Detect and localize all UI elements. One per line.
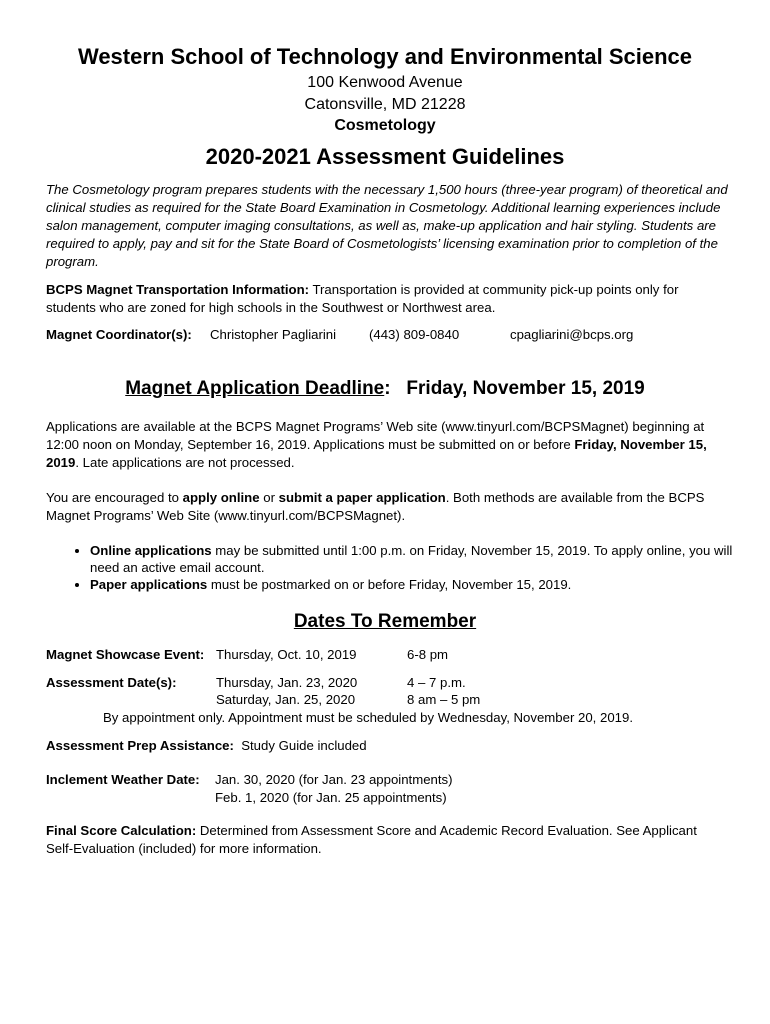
school-title: Western School of Technology and Environmental Science: [77, 44, 693, 69]
assessment-date-1: Thursday, Jan. 23, 2020: [216, 675, 358, 690]
transportation-info: [46, 281, 730, 317]
applications-paragraph: [46, 418, 730, 472]
final-score-text: Determined from Assessment Score and Academic Record Evaluation. See Applicant Self-Evaluation (included) for more information.: [46, 823, 697, 856]
list-item: [90, 542, 750, 576]
prep-text: Study Guide included: [241, 738, 367, 753]
coordinator-label-bold: Magnet Coordinator(s):: [46, 327, 192, 342]
guidelines-title: 2020-2021 Assessment Guidelines: [205, 144, 565, 169]
transportation-label: BCPS Magnet Transportation Information:: [46, 282, 310, 297]
encourage-paragraph: [46, 489, 730, 525]
deadline-label: Magnet Application Deadline: [125, 378, 385, 399]
coordinator-name: Christopher Pagliarini: [210, 327, 337, 342]
showcase-date: Thursday, Oct. 10, 2019: [216, 647, 357, 662]
showcase-time: 6-8 pm: [407, 647, 449, 662]
encourage-text-2: or: [259, 490, 279, 505]
bullet-text: must be postmarked on or before Friday, November 15, 2019.: [207, 577, 572, 592]
weather-line-2: Feb. 1, 2020 (for Jan. 25 appointments): [215, 790, 447, 805]
program-name: Cosmetology: [334, 117, 436, 134]
deadline-colon: :: [384, 378, 391, 399]
deadline-date: Friday, November 15, 2019: [406, 378, 645, 399]
application-deadline: [0, 378, 770, 400]
applications-text-1: Applications are available at the BCPS Magnet Programs’ Web site (www.tinyurl.com/BCPSMagnet) beginning at 12:00 noon on Monday, September 16, 2019. Applications must be submitted on or before: [46, 419, 705, 452]
encourage-text-3: . Both methods are available from the BCPS Magnet Programs’ Web Site (www.tinyurl.com/BCPSMagnet).: [46, 490, 705, 523]
bullet-bold: Paper applications: [90, 577, 208, 592]
encourage-text-1: You are encouraged to: [46, 490, 183, 505]
paper-application-bold: submit a paper application: [278, 490, 446, 505]
prep-assistance: [46, 738, 367, 753]
assessment-label: Assessment Date(s):: [46, 675, 177, 690]
application-methods-list: [68, 542, 750, 593]
applications-text-2: . Late applications are not processed.: [75, 455, 295, 470]
coordinator-email[interactable]: cpagliarini@bcps.org: [510, 327, 634, 342]
address-line-1: 100 Kenwood Avenue: [307, 74, 463, 91]
program-description: The Cosmetology program prepares students with the necessary 1,500 hours (three-year program) of theoretical and clinical studies as required for the State Board Examination in Cosmetology. Additional learning experiences include salon management, computer imaging consultations, as well as, make-up application and hair styling. Students are required to apply, pay and sit for the State Board of Cosmetologists’ licensing examination prior to completion of the program.: [46, 182, 728, 269]
bullet-text: may be submitted until 1:00 p.m. on Friday, November 15, 2019. To apply online, you will need an active email account.: [90, 543, 733, 575]
list-item: [90, 576, 750, 593]
apply-online-bold: apply online: [182, 490, 260, 505]
dates-heading: Dates To Remember: [293, 611, 477, 632]
prep-label: Assessment Prep Assistance:: [46, 738, 234, 753]
final-score-paragraph: [46, 822, 706, 858]
address-line-2: Catonsville, MD 21228: [304, 96, 466, 113]
appointment-note: By appointment only. Appointment must be scheduled by Wednesday, November 20, 2019.: [103, 710, 634, 725]
assessment-time-2: 8 am – 5 pm: [407, 692, 481, 707]
bullet-bold: Online applications: [90, 543, 212, 558]
assessment-time-1: 4 – 7 p.m.: [407, 675, 466, 690]
weather-label: Inclement Weather Date:: [46, 772, 200, 787]
weather-line-1: Jan. 30, 2020 (for Jan. 23 appointments): [215, 772, 453, 787]
coordinator-phone: (443) 809-0840: [369, 327, 460, 342]
transportation-text: Transportation is provided at community pick-up points only for students who are zoned for high schools in the Southwest or Northwest area.: [46, 282, 679, 315]
showcase-label: Magnet Showcase Event:: [46, 647, 205, 662]
final-score-label: Final Score Calculation:: [46, 823, 197, 838]
assessment-date-2: Saturday, Jan. 25, 2020: [216, 692, 356, 707]
applications-bold-date: Friday, November 15, 2019: [46, 437, 707, 470]
